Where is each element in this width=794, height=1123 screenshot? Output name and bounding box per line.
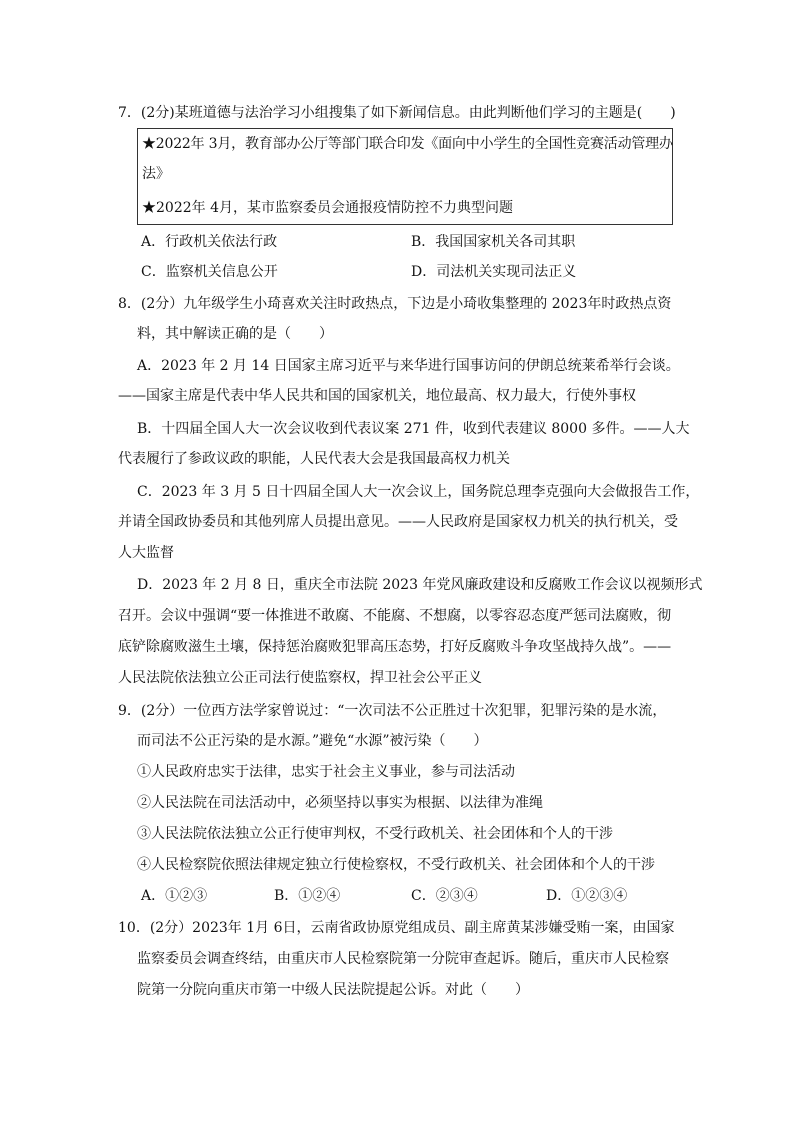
q9-option-a: A．①②③ bbox=[141, 888, 208, 904]
q9-stem-line-1: 9．(2分）一位西方法学家曾说过：“一次司法不公正胜过十次犯罪，犯罪污染的是水流， bbox=[118, 703, 667, 719]
q8-stem-line-1: 8．(2分）九年级学生小琦喜欢关注时政热点，下边是小琦收集整理的 2023年时政热点资 bbox=[118, 296, 672, 312]
q8-stem-line-2: 料，其中解读正确的是（ ） bbox=[137, 326, 333, 342]
q8-option-d-line-1: D．2023 年 2 月 8 日，重庆全市法院 2023 年党风廉政建设和反腐败工作会议以视频形式 bbox=[137, 577, 703, 593]
q8-option-a-line-1: A．2023 年 2 月 14 日国家主席习近平与来华进行国事访问的伊朗总统莱希举行会谈。 bbox=[137, 358, 680, 374]
q7-option-d: D．司法机关实现司法正义 bbox=[411, 264, 577, 280]
q9-option-d: D．①②③④ bbox=[546, 888, 628, 904]
q8-option-a-line-2: ——国家主席是代表中华人民共和国的国家机关，地位最高、权力最大，行使外事权 bbox=[118, 388, 636, 404]
q10-stem-line-1: 10．(2分）2023年 1月 6日，云南省政协原党组成员、副主席黄某涉嫌受贿一案，由国家 bbox=[118, 920, 675, 936]
q9-item-2: ②人民法院在司法活动中，必须坚持以事实为根据、以法律为准绳 bbox=[137, 795, 543, 811]
q9-option-b: B．①②④ bbox=[274, 888, 341, 904]
q8-option-b-line-2: 代表履行了参政议政的职能，人民代表大会是我国最高权力机关 bbox=[118, 451, 510, 467]
q9-item-1: ①人民政府忠实于法律，忠实于社会主义事业，参与司法活动 bbox=[137, 764, 515, 780]
q9-item-4: ④人民检察院依照法律规定独立行使检察权，不受行政机关、社会团体和个人的干涉 bbox=[137, 857, 655, 873]
q8-option-c-line-3: 人大监督 bbox=[118, 545, 174, 561]
q7-stem: 7．(2分)某班道德与法治学习小组搜集了如下新闻信息。由此判断他们学习的主题是( ) bbox=[118, 105, 676, 121]
q10-stem-line-3: 院第一分院向重庆市第一中级人民法院提起公诉。对此（ ） bbox=[137, 982, 529, 998]
q7-option-a: A．行政机关依法行政 bbox=[141, 234, 278, 250]
q9-option-c: C．②③④ bbox=[411, 888, 478, 904]
q9-item-3: ③人民法院依法独立公正行使审判权，不受行政机关、社会团体和个人的干涉 bbox=[137, 826, 613, 842]
q7-news-line-1: ★2022年 3月，教育部办公厅等部门联合印发《面向中小学生的全国性竞赛活动管理办 bbox=[142, 136, 673, 152]
q8-option-d-line-2: 召开。会议中强调“要一体推进不敢腐、不能腐、不想腐，以零容忍态度严惩司法腐败，彻 bbox=[118, 608, 672, 624]
q7-news-line-2: 法》 bbox=[142, 166, 170, 182]
q8-option-d-line-4: 人民法院依法独立公正司法行使监察权，捍卫社会公平正义 bbox=[118, 670, 482, 686]
q10-stem-line-2: 监察委员会调查终结，由重庆市人民检察院第一分院审查起诉。随后，重庆市人民检察 bbox=[137, 951, 669, 967]
q9-stem-line-2: 而司法不公正污染的是水源。”避免“水源”被污染（ ） bbox=[137, 733, 488, 749]
q8-option-c-line-2: 并请全国政协委员和其他列席人员提出意见。——人民政府是国家权力机关的执行机关，受 bbox=[118, 514, 678, 530]
q8-option-b-line-1: B．十四届全国人大一次会议收到代表议案 271 件，收到代表建议 8000 多件。——人大 bbox=[137, 421, 690, 437]
q7-option-b: B．我国国家机关各司其职 bbox=[411, 234, 576, 250]
q8-option-c-line-1: C．2023 年 3 月 5 日十四届全国人大一次会议上，国务院总理李克强向大会做报告工作， bbox=[137, 484, 700, 500]
q7-option-c: C．监察机关信息公开 bbox=[141, 264, 278, 280]
q7-news-line-3: ★2022年 4月，某市监察委员会通报疫情防控不力典型问题 bbox=[142, 200, 513, 216]
q8-option-d-line-3: 底铲除腐败滋生土壤，保持惩治腐败犯罪高压态势，打好反腐败斗争攻坚战持久战”。—— bbox=[118, 639, 672, 655]
